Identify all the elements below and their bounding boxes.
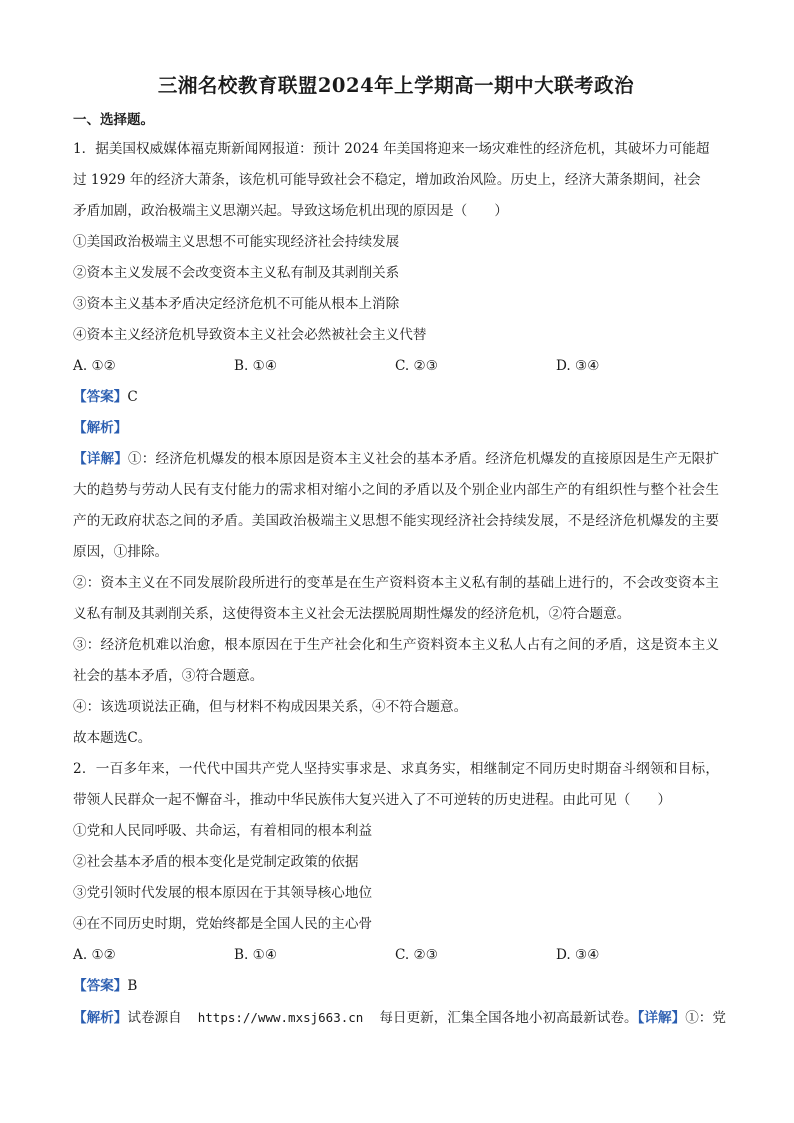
q2-answer-tag: 【答案】 bbox=[73, 978, 128, 994]
q1-answer bbox=[73, 382, 719, 413]
q2-analysis-line bbox=[73, 1002, 726, 1034]
q2-options bbox=[73, 940, 719, 971]
q2-answer bbox=[73, 971, 719, 1002]
q1-item-1: ①美国政治极端主义思想不可能实现经济社会持续发展 bbox=[73, 234, 400, 250]
q1-item-3: ③资本主义基本矛盾决定经济危机不可能从根本上消除 bbox=[73, 296, 400, 312]
q1-detail-tag: 【详解】 bbox=[73, 451, 128, 467]
q1-detail-paragraph: ③：经济危机难以治愈，根本原因在于生产社会化和生产资料资本主义私人占有之间的矛盾，这是资本主义社会的基本矛盾，③符合题意。 bbox=[73, 637, 719, 684]
q1-option-d: D. ③④ bbox=[556, 358, 600, 374]
q1-stem-line: 过 1929 年的经济大萧条，该危机可能导致社会不稳定，增加政治风险。历史上，经济大萧条期间，社会 bbox=[73, 172, 701, 188]
q2-option-d: D. ③④ bbox=[556, 947, 600, 963]
section-heading: 一、选择题。 bbox=[73, 112, 154, 128]
q1-analysis-heading bbox=[73, 413, 719, 444]
q2-answer-value: B bbox=[127, 978, 138, 994]
q2-source-prefix: 试卷源自 bbox=[127, 1010, 182, 1026]
page-title: 三湘名校教育联盟2024年上学期高一期中大联考政治 bbox=[157, 74, 635, 97]
q2-item-2: ②社会基本矛盾的根本变化是党制定政策的依据 bbox=[73, 854, 359, 870]
q2-stem: 2．一百多年来，一代代中国共产党人坚持实事求是、求真务实，相继制定不同历史时期奋斗纲领和目标，带领人民群众一起不懈奋斗，推动中华民族伟大复兴进入了不可逆转的历史进程。由此可见（ ） bbox=[73, 761, 719, 808]
q1-item-4: ④资本主义经济危机导致资本主义社会必然被社会主义代替 bbox=[73, 327, 427, 343]
q2-item-4: ④在不同历史时期，党始终都是全国人民的主心骨 bbox=[73, 916, 373, 932]
source-link[interactable]: https://www.mxsj663.cn bbox=[197, 1010, 364, 1025]
q2-option-b: B. ①④ bbox=[234, 947, 278, 963]
q1-answer-tag: 【答案】 bbox=[73, 389, 128, 405]
q2-option-c: C. ②③ bbox=[395, 947, 438, 963]
q2-item-3: ③党引领时代发展的根本原因在于其领导核心地位 bbox=[73, 885, 373, 901]
q2-detail-start: ①：党 bbox=[685, 1010, 726, 1026]
question-2 bbox=[73, 754, 726, 1034]
q1-answer-value: C bbox=[127, 389, 138, 405]
q1-option-b: B. ①④ bbox=[234, 358, 278, 374]
q2-analysis-tag: 【解析】 bbox=[73, 1010, 128, 1026]
q1-analysis-tag: 【解析】 bbox=[73, 420, 128, 436]
q1-item-2: ②资本主义发展不会改变资本主义私有制及其剥削关系 bbox=[73, 265, 400, 281]
q1-stem-line: 1．据美国权威媒体福克斯新闻网报道：预计 2024 年美国将迎来一场灾难性的经济危机，其破坏力可能超 bbox=[73, 141, 710, 157]
q1-options bbox=[73, 351, 719, 382]
q2-source-suffix: 每日更新，汇集全国各地小初高最新试卷。 bbox=[379, 1010, 638, 1026]
q1-option-a: A. ①② bbox=[73, 358, 116, 374]
q2-detail-tag: 【详解】 bbox=[637, 1010, 686, 1026]
q2-item-1: ①党和人民同呼吸、共命运，有着相同的根本利益 bbox=[73, 823, 373, 839]
q1-detail-paragraph: ②：资本主义在不同发展阶段所进行的变革是在生产资料资本主义私有制的基础上进行的，不会改变资本主义私有制及其剥削关系，这使得资本主义社会无法摆脱周期性爆发的经济危机，②符合题意。 bbox=[73, 575, 719, 622]
q1-detail-paragraph: ④：该选项说法正确，但与材料不构成因果关系，④不符合题意。 bbox=[73, 699, 468, 715]
q1-stem-line: 矛盾加剧，政治极端主义思潮兴起。导致这场危机出现的原因是（ ） bbox=[73, 203, 508, 219]
q1-option-c: C. ②③ bbox=[395, 358, 438, 374]
question-1 bbox=[73, 134, 719, 754]
q1-detail-paragraph bbox=[73, 444, 719, 568]
q1-conclusion: 故本题选C。 bbox=[73, 730, 152, 746]
q1-detail-text: ①：经济危机爆发的根本原因是资本主义社会的基本矛盾。经济危机爆发的直接原因是生产无限扩大的趋势与劳动人民有支付能力的需求相对缩小之间的矛盾以及个别企业内部生产的有组织性与整个社会生产的无政府状态之间的矛盾。美国政治极端主义思想不能实现经济社会持续发展，不是经济危机爆发的主要原因，①排除。 bbox=[73, 451, 720, 560]
q2-option-a: A. ①② bbox=[73, 947, 116, 963]
